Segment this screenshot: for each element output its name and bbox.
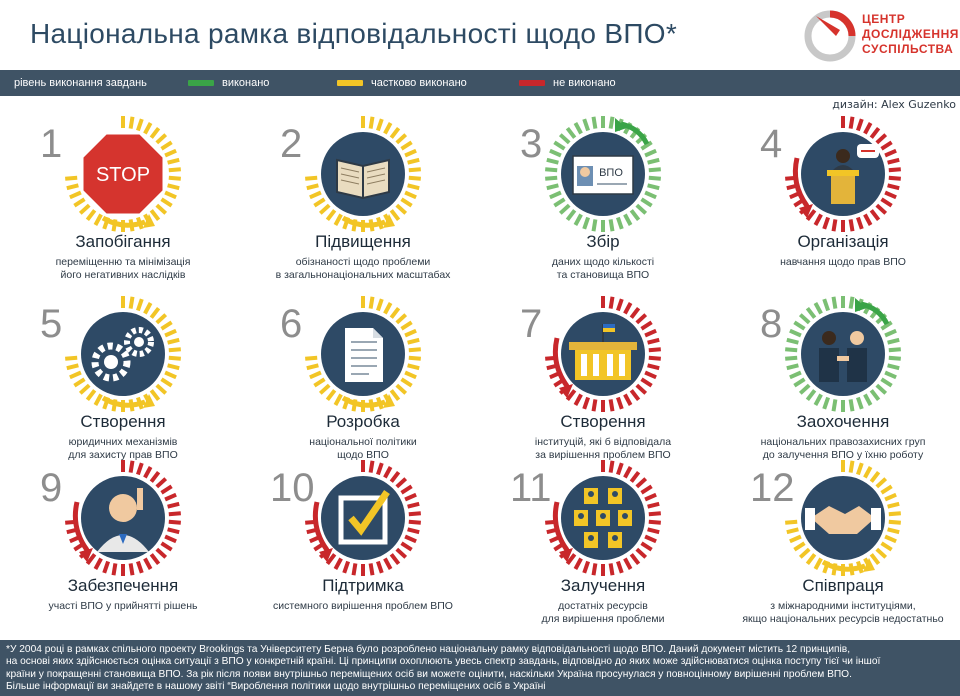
document-icon — [345, 328, 383, 382]
principle-title: Залучення — [560, 576, 646, 595]
footer-line: країни у покращенні становища ВПО. За рік після появи внутрішньо переміщених осіб ви можете оцінити, наскільки Україна просунулася у повноцінному вирішенні проблем ВПО. — [6, 668, 852, 680]
principle-number: 9 — [40, 466, 63, 510]
principle-desc: юридичних механізмів для захисту прав ВПО — [68, 436, 178, 461]
principle-desc: переміщенню та мінімізація його негативних наслідків — [55, 256, 191, 281]
principle-number: 3 — [520, 122, 543, 166]
principle-title: Заохочення — [796, 412, 890, 431]
principle-number: 12 — [750, 466, 795, 510]
principle-card — [8, 292, 238, 467]
stop-sign-text: STOP — [95, 164, 151, 186]
principle-desc: національної політики щодо ВПО — [309, 436, 417, 461]
status-ring — [303, 114, 423, 239]
footer-line: *У 2004 році в рамках спільного проекту Brookings та Університету Берна було розроблено національну рамку відповідальності щодо ВПО. Даний документ містить 12 принципів, — [6, 644, 851, 655]
stop-sign-icon — [82, 133, 164, 215]
principle-desc: з міжнародними інституціями, якщо національних ресурсів недостатньо — [742, 600, 944, 625]
status-ring — [303, 294, 423, 419]
principle-number: 6 — [280, 302, 303, 346]
principle-desc: інституцій, які б відповідала за вирішення проблем ВПО — [534, 436, 672, 461]
legend-item-notdone: не виконано — [553, 77, 616, 89]
status-ring — [543, 294, 663, 419]
principle-title: Розробка — [326, 412, 400, 431]
principle-number: 11 — [510, 466, 552, 510]
principle-card — [488, 456, 718, 631]
status-ring — [63, 294, 183, 419]
principle-desc: даних щодо кількості та становища ВПО — [551, 256, 655, 281]
legend-label: рівень виконання завдань — [14, 77, 147, 89]
logo-text: ЦЕНТР ДОСЛІДЖЕННЯ СУСПІЛЬСТВА — [862, 12, 959, 56]
principle-number: 1 — [40, 122, 63, 166]
legend-item-partial: частково виконано — [371, 77, 467, 89]
principle-card — [248, 292, 478, 467]
footer-line: Більше інформації ви знайдете в нашому звіті “Вироблення політики щодо внутрішньо переміщених осіб в Україні — [6, 680, 546, 692]
principle-card — [248, 456, 478, 631]
principle-number: 10 — [270, 466, 315, 510]
page-title: Національна рамка відповідальності щодо ВПО* — [30, 18, 678, 49]
legend-item-done: виконано — [222, 77, 270, 89]
id-card-icon — [573, 156, 633, 194]
principle-card — [8, 456, 238, 631]
status-ring — [783, 294, 903, 419]
principle-title: Підтримка — [322, 576, 404, 595]
book-icon — [337, 160, 389, 198]
principle-number: 8 — [760, 302, 783, 346]
principle-title: Створення — [560, 412, 646, 431]
principle-title: Організація — [797, 232, 889, 251]
status-ring — [543, 114, 663, 239]
status-ring — [63, 114, 183, 239]
status-ring — [543, 458, 663, 583]
legend-swatch-notdone — [519, 80, 545, 86]
principle-title: Збір — [586, 232, 620, 251]
status-ring — [783, 114, 903, 239]
logo-ring-icon — [802, 6, 862, 66]
principle-desc: обізнаності щодо проблеми в загальнонаціональних масштабах — [275, 256, 451, 281]
status-ring — [783, 458, 903, 583]
principle-title: Співпраця — [802, 576, 884, 595]
principle-title: Підвищення — [315, 232, 411, 251]
principle-card — [728, 456, 958, 631]
status-ring — [303, 458, 423, 583]
principle-number: 4 — [760, 122, 783, 166]
principle-number: 5 — [40, 302, 63, 346]
design-credit: дизайн: Alex Guzenko — [832, 98, 956, 111]
principle-card — [728, 112, 958, 287]
principle-number: 2 — [280, 122, 303, 166]
principle-title: Забезпечення — [67, 576, 179, 595]
legend-bar — [0, 70, 960, 96]
principle-card — [8, 112, 238, 287]
principle-card — [728, 292, 958, 467]
principle-desc: достатніх ресурсів для вирішення проблеми — [541, 600, 665, 625]
footer-line: на основі яких здійснюється оцінка ситуації з ВПО у конкретній країні. Ці принципи охоплюють увесь спектр завдань, відповідно до яких може здійснюватися оцінка поступу тієї чи іншої — [6, 656, 881, 668]
principle-card — [488, 112, 718, 287]
principle-title: Створення — [80, 412, 166, 431]
principle-card — [248, 112, 478, 287]
legend-swatch-done — [188, 80, 214, 86]
principle-card — [488, 292, 718, 467]
card-badge-text: ВПО — [599, 167, 623, 179]
principle-desc: навчання щодо прав ВПО — [780, 256, 906, 268]
legend-swatch-partial — [337, 80, 363, 86]
principle-desc: національних правозахисних груп до залучення ВПО у їхню роботу — [760, 436, 926, 461]
principle-number: 7 — [520, 302, 543, 346]
principle-desc: системного вирішення проблем ВПО — [273, 600, 453, 612]
principle-title: Запобігання — [75, 232, 171, 251]
principle-desc: участі ВПО у прийнятті рішень — [48, 600, 198, 612]
footer-note — [0, 640, 960, 696]
status-ring — [63, 458, 183, 583]
